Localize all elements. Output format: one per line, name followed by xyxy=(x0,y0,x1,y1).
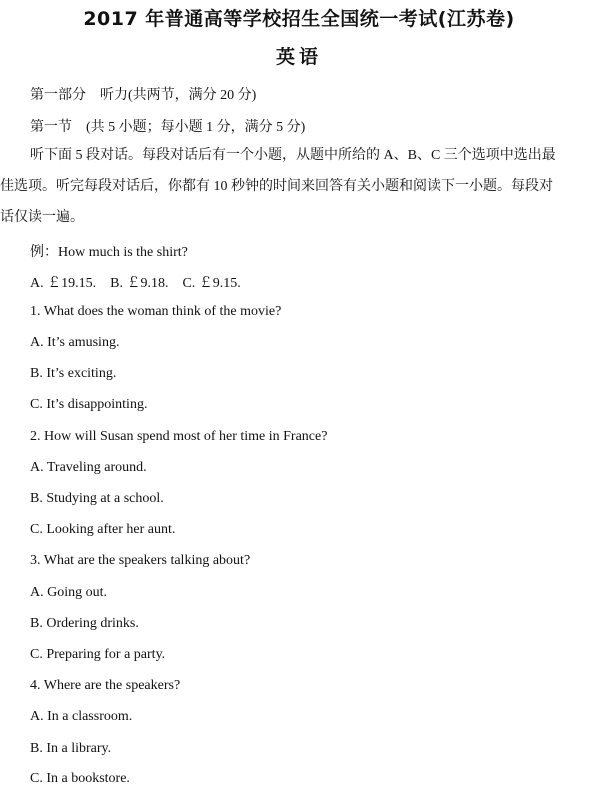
subject-title: 英语 xyxy=(275,46,322,68)
question-4-option-a: A. In a classroom. xyxy=(30,709,133,724)
question-1-option-c: C. It’s disappointing. xyxy=(30,397,148,412)
example-question: 例：How much is the shirt? xyxy=(30,245,188,260)
part-heading: 第一部分 听力(共两节，满分 20 分) xyxy=(30,88,257,103)
question-4-option-c: C. In a bookstore. xyxy=(30,771,130,786)
question-2: 2. How will Susan spend most of her time in France? xyxy=(30,429,328,444)
question-1-option-b: B. It’s exciting. xyxy=(30,366,117,381)
question-2-option-b: B. Studying at a school. xyxy=(30,491,164,506)
question-3-option-a: A. Going out. xyxy=(30,585,107,600)
instructions-paragraph: 听下面 5 段对话。每段对话后有一个小题，从题中所给的 A、B、C 三个选项中选出最佳选项。听完每段对话后，你都有 10 秒钟的时间来回答有关小题和阅读下一小题。每段对话仅读一遍。 xyxy=(0,148,556,225)
question-3-option-c: C. Preparing for a party. xyxy=(30,647,166,662)
question-1-option-a: A. It’s amusing. xyxy=(30,335,120,350)
exam-title: 2017 年普通高等学校招生全国统一考试(江苏卷) xyxy=(83,8,515,30)
question-1: 1. What does the woman think of the movie? xyxy=(30,304,282,319)
question-2-option-a: A. Traveling around. xyxy=(30,460,147,475)
question-4-option-b: B. In a library. xyxy=(30,741,112,756)
question-3: 3. What are the speakers talking about? xyxy=(30,553,251,568)
question-3-option-b: B. Ordering drinks. xyxy=(30,616,139,631)
question-4: 4. Where are the speakers? xyxy=(30,678,181,693)
example-options: A. ￡19.15. B. ￡9.18. C. ￡9.15. xyxy=(30,276,241,291)
section-heading: 第一节 (共 5 小题；每小题 1 分，满分 5 分) xyxy=(30,120,306,135)
question-2-option-c: C. Looking after her aunt. xyxy=(30,522,176,537)
